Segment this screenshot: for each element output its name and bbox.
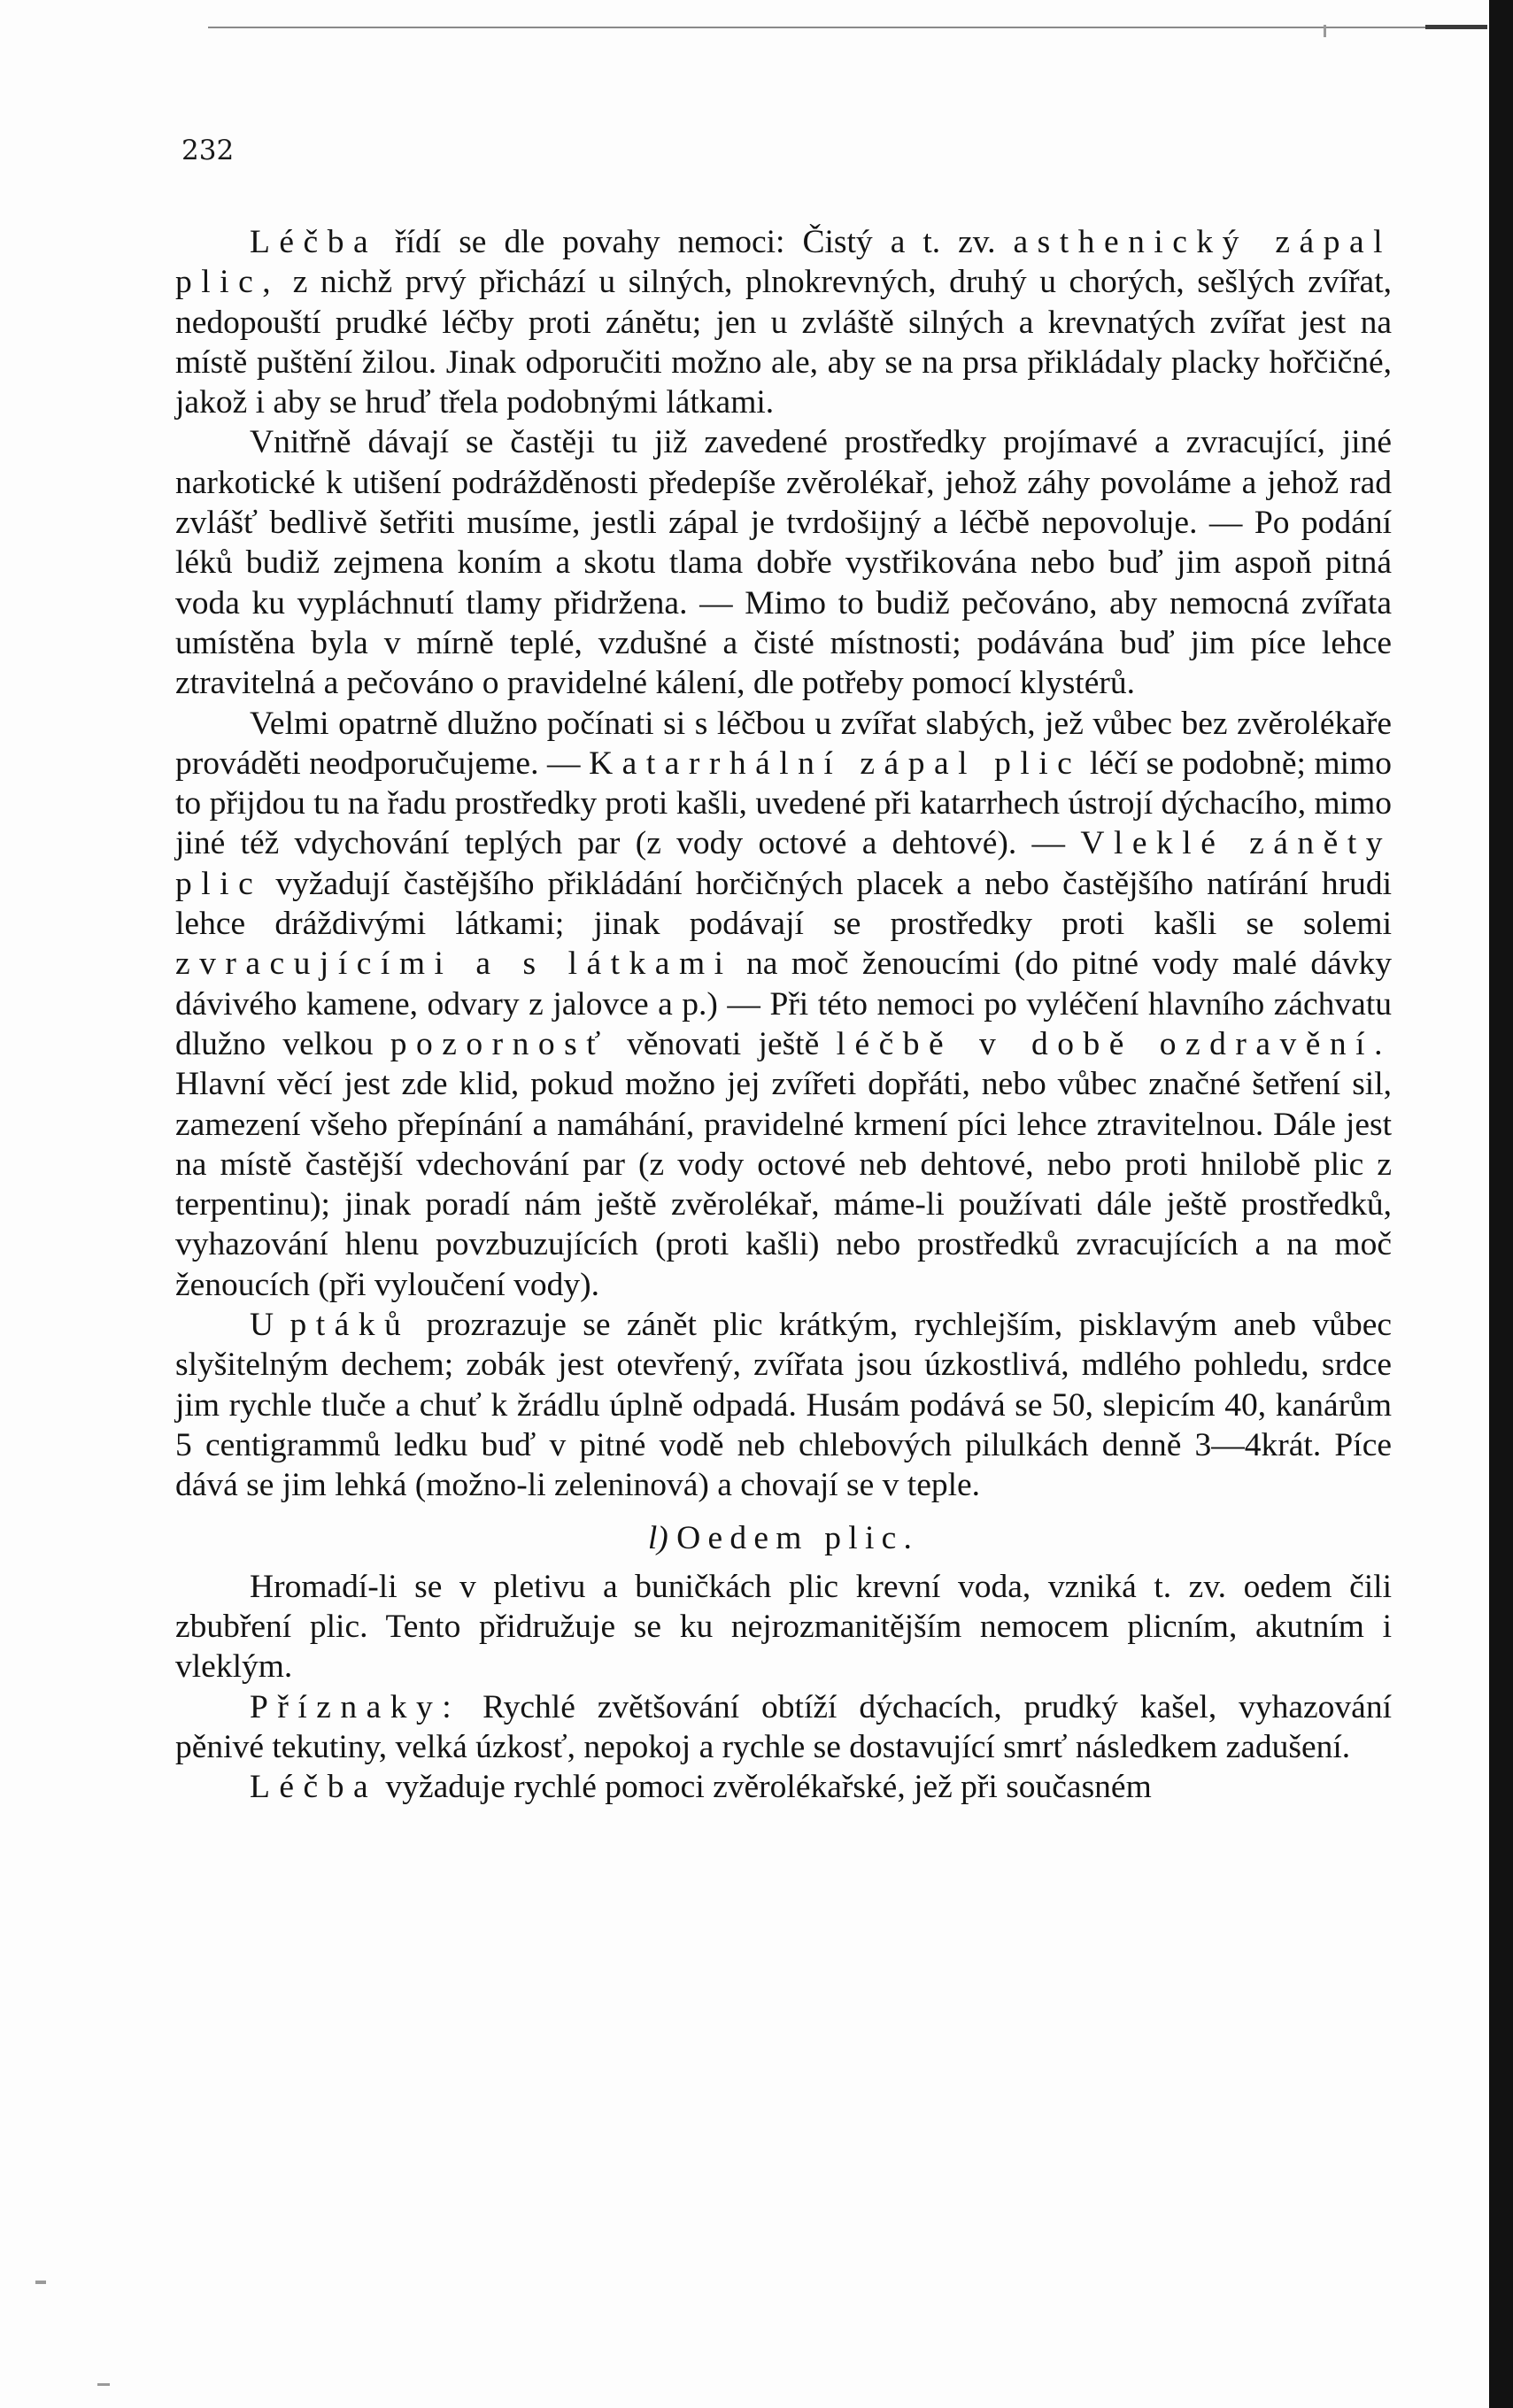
spaced-emphasis-text: léčbě v době ozdravění.	[836, 1025, 1392, 1062]
text-run: vyžadují častějšího přikládání horčičných placek a nebo častějšího natírání hrudi lehce dráždivými látkami; jinak podávají se prostředky proti kašli se solemi	[175, 865, 1392, 943]
paragraph	[175, 1767, 1392, 1807]
text-run: Rychlé zvětšování obtíží dýchacích, prudký kašel, vyhazování pěnivé tekutiny, velká úzkosť, nepokoj a rychle se dostavující smrť následkem zadušení.	[175, 1688, 1392, 1765]
spaced-emphasis-text: Léčba	[250, 1769, 378, 1806]
text-run: léčí se podobně; mimo to přijdou tu na řadu prostředky proti kašli, uvedené při katarrhech ústrojí dýchacího, mimo jiné též vdychování teplých par (z vody octové a dehtové). —	[175, 745, 1392, 862]
text-run: Velmi opatrně dlužno počínati si s léčbou u zvířat slabých, jež vůbec bez zvěrolékaře prováděti neodporučujeme. —	[175, 705, 1392, 782]
spaced-emphasis-text: asthenický zápal plic,	[175, 224, 1393, 301]
section-heading	[175, 1518, 1392, 1558]
text-run: prozrazuje se zánět plic krátkým, rychlejším, pisklavým aneb vůbec slyšitelným dechem; zobák jest otevřený, zvířata jsou úzkostlivá, mdlého pohledu, srdce jim rychle tluče a chuť k žrádlu úplně odpadá. Husám podává se 50, slepicím 40, kanárům 5 centigrammů ledku buď v pitné vodě neb chlebových pilulkách denně 3—4krát. Píce dává se jim lehká (možno-li zeleninová) a chovají se v teple.	[175, 1307, 1392, 1504]
paragraph	[175, 422, 1392, 703]
spaced-emphasis-text: Příznaky:	[250, 1688, 461, 1725]
spaced-emphasis-text: Katarrhální zápal plic	[589, 745, 1082, 782]
top-rule-mark	[1425, 25, 1487, 29]
text-run: řídí se dle povahy nemoci: Čistý a t. zv.	[377, 224, 1014, 260]
body-text	[175, 222, 1392, 1808]
text-run: Hlavní věcí jest zde klid, pokud možno jej zvířeti dopřáti, nebo vůbec značné šetření sil, zamezení všeho přepínání a namáhání, pravidelné krmení píci lehce ztravitelnou. Dále jest na místě častější vdechování par (z vody octové neb dehtové, nebo proti hnilobě plic z terpentinu); jinak poradí nám ještě zvěrolékař, máme-li používati dále ještě prostředků, vyhazování hlenu povzbuzujících (proti kašli) nebo prostředků zvracujících a na moč ženoucích (při vyloučení vody).	[175, 1066, 1392, 1303]
text-run: vyžaduje rychlé pomoci zvěrolékařské, jež při současném	[377, 1769, 1152, 1806]
text-run: Hromadí-li se v pletivu a buničkách plic krevní voda, vzniká t. zv. oedem čili zbubření plic. Tento přidružuje se ku nejrozmanitějším nemocem plicním, akutním i vleklým.	[175, 1568, 1392, 1686]
scan-speck	[97, 2383, 110, 2386]
scan-dark-edge	[1489, 0, 1513, 2408]
spaced-emphasis-text: Oedem plic.	[676, 1519, 920, 1556]
paragraph	[175, 1687, 1392, 1768]
text-run: l)	[647, 1519, 677, 1556]
paragraph	[175, 704, 1392, 1305]
text-run: z nichž prvý přichází u silných, plnokrevných, druhý u chorých, sešlých zvířat, nedopouští prudké léčby proti zánětu; jen u zvláště silných a krevnatých zvířat jest na místě puštění žilou. Jinak odporučiti možno ale, aby se na prsa přikládaly placky hořčičné, jakož i aby se hruď třela podobnými látkami.	[175, 264, 1392, 421]
page-number: 232	[181, 135, 235, 166]
text-run: věnovati ještě	[609, 1025, 837, 1062]
text-run: U	[250, 1307, 290, 1344]
scan-speck	[35, 2281, 46, 2284]
spaced-emphasis-text: Vleklé záněty plic	[175, 825, 1392, 902]
spaced-emphasis-text: pozornosť	[390, 1025, 610, 1062]
scan-speck	[1324, 25, 1326, 37]
spaced-emphasis-text: ptáků	[289, 1307, 411, 1344]
paragraph	[175, 1567, 1392, 1687]
text-run: Vnitřně dávají se častěji tu již zavedené prostředky projímavé a zvracující, jiné narkotické k utišení podrážděnosti předepíše zvěrolékař, jehož záhy povoláme a jehož rad zvlášť bedlivě šetřiti musíme, jestli zápal je tvrdošijný a léčbě nepovoluje. — Po podání léků budiž zejmena koním a skotu tlama dobře vystřikována nebo buď jim aspoň pitná voda ku vypláchnutí tlamy přidržena. — Mimo to budiž pečováno, aby nemocná zvířata umístěna byla v mírně teplé, vzdušné a čisté místnosti; podávána buď jim píce lehce ztravitelná a pečováno o pravidelné kálení, dle potřeby pomocí klystérů.	[175, 424, 1392, 702]
paragraph	[175, 1305, 1392, 1505]
spaced-emphasis-text: zvracujícími a s látkami	[175, 945, 733, 983]
paragraph	[175, 222, 1392, 422]
top-rule-line	[208, 27, 1465, 28]
text-run: na moč ženoucími (do pitné vody malé dávky dávivého kamene, odvary z jalovce a p.) — Při této nemoci po vyléčení hlavního záchvatu dlužno velkou	[175, 945, 1392, 1062]
spaced-emphasis-text: Léčba	[250, 224, 378, 260]
